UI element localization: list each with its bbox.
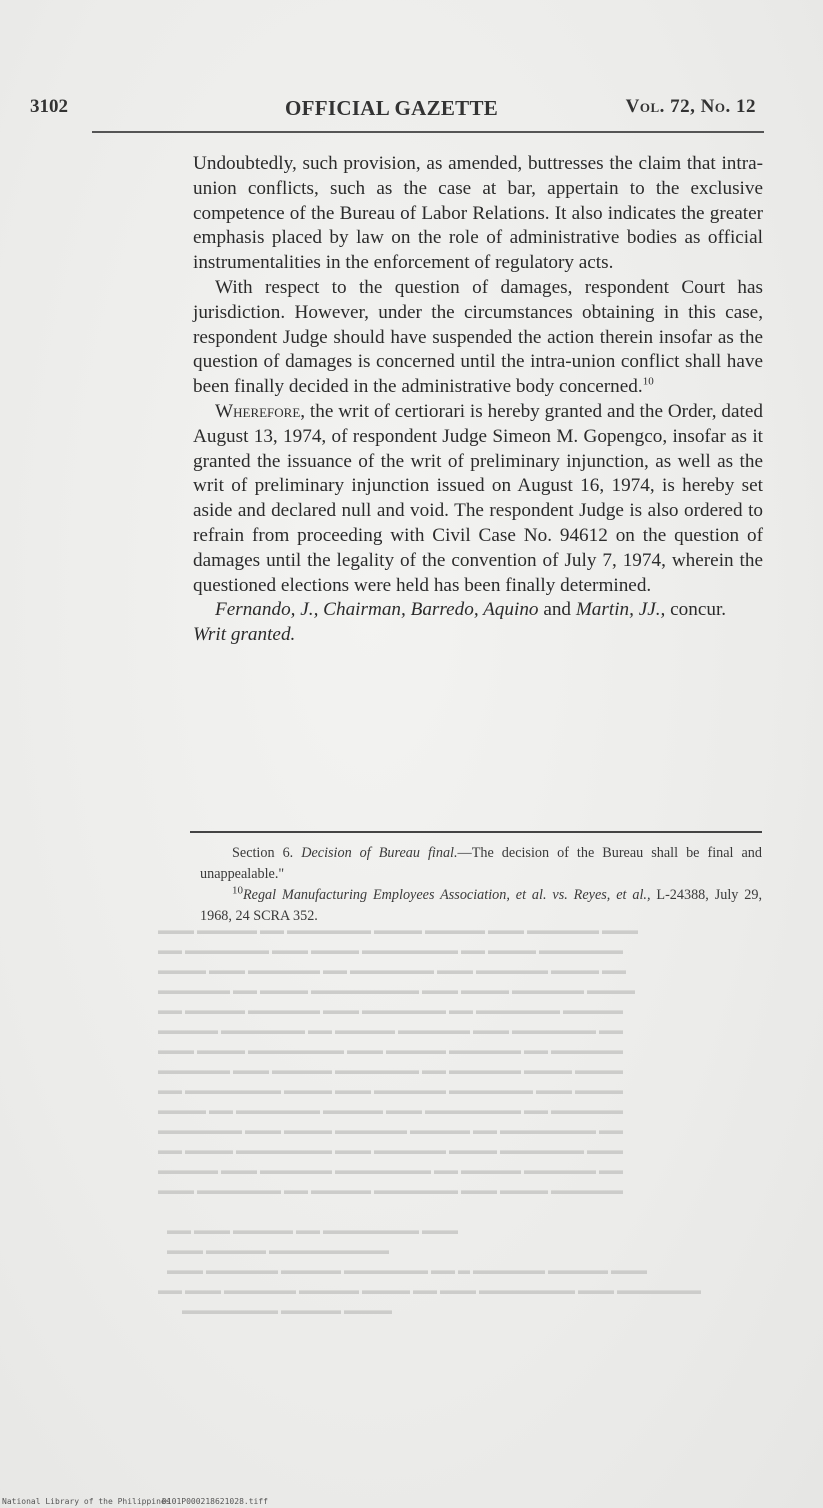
footnote-ref-10: 10 bbox=[642, 375, 654, 388]
footnote-10-marker: 10 bbox=[232, 884, 243, 897]
footnote-10-citation: L-24388, July 29, 1968, 24 SCRA 352. bbox=[200, 887, 763, 924]
concurrence bbox=[193, 598, 763, 623]
header-rule bbox=[92, 131, 764, 133]
publication-title: OFFICIAL GAZETTE bbox=[285, 96, 499, 120]
concur-tail: concur. bbox=[665, 599, 727, 621]
footnote-1-tail: —The decision of the Bureau shall be final and unappealable." bbox=[200, 845, 762, 882]
footer-filename: D101P000218621028.tiff bbox=[162, 1497, 268, 1506]
paragraph-3-text: the writ of certiorari is hereby granted and the Order, dated August 13, 1974, of respondent Judge Simeon M. Gopengco, insofar as it granted the issuance of the writ of preliminary injunction, as well as the writ of preliminary injunction issued on August 16, 1974, is hereby set aside and declared null and void. The respondent Judge is also ordered to refrain from proceeding with Civil Case No. 94612 on the question of damages until the legality of the convention of July 7, 1974, wherein the questioned elections were held has been finally determined. bbox=[193, 400, 763, 596]
concur-names: Fernando, J., Chairman, Barredo, Aquino bbox=[215, 599, 539, 621]
page-number: 3102 bbox=[30, 96, 68, 117]
paragraph-3 bbox=[193, 400, 763, 598]
footnote-10-case: Regal Manufacturing Employees Association, et al. vs. Reyes, et al., bbox=[243, 887, 651, 903]
paragraph-2 bbox=[193, 276, 763, 400]
footer-library: National Library of the Philippines bbox=[2, 1497, 171, 1506]
wherefore-lead: Wherefore, bbox=[215, 400, 306, 422]
volume-issue: Vol. 72, No. 12 bbox=[625, 96, 756, 117]
concur-and: and bbox=[538, 599, 576, 621]
disposition: Writ granted. bbox=[193, 624, 296, 646]
paragraph-2-text: With respect to the question of damages, respondent Court has jurisdiction. However, under the circumstances obtaining in this case, respondent Judge should have suspended the action therein insofar as the question of damages is concerned until the intra-union conflict shall have been finally decided in the administrative body concerned. bbox=[193, 276, 763, 398]
main-text bbox=[193, 152, 763, 648]
paragraph-1: Undoubtedly, such provision, as amended, buttresses the claim that intra-union conflicts, such as the case at bar, appertain to the exclusive competence of the Bureau of Labor Relations. It also indicates the greater emphasis placed by law on the role of administrative bodies as official instrumentalities in the enforcement of regulatory acts. bbox=[193, 153, 763, 274]
footnote-1-italic: Decision of Bureau final. bbox=[301, 845, 458, 861]
footnote-1-lead: Section 6. bbox=[232, 845, 302, 861]
footnote-rule bbox=[190, 831, 762, 833]
footnotes bbox=[200, 843, 762, 927]
bleed-through-texture: ▬▬▬ ▬▬▬▬▬ ▬▬ ▬▬▬▬▬▬▬ ▬▬▬▬ ▬▬▬▬▬ ▬▬▬ ▬▬▬▬▬▬ ▬▬▬ ▬▬ ▬▬▬▬▬▬▬ ▬▬▬ ▬▬▬▬ ▬▬▬▬▬▬▬▬ ▬▬ ▬▬▬▬ ▬▬▬▬▬▬▬ ▬▬▬▬ ▬▬▬ ▬▬▬▬▬▬ ▬▬ ▬▬▬▬▬▬▬ ▬▬▬ ▬▬▬▬▬▬ ▬▬▬▬ ▬▬ ▬▬▬▬▬▬ ▬▬ ▬▬▬▬ ▬▬▬▬▬▬▬▬▬ ▬▬▬ ▬▬▬▬ ▬▬▬▬▬▬ ▬▬▬▬ ▬▬ ▬▬▬▬▬ ▬▬▬▬▬▬ ▬▬▬ ▬▬▬▬▬▬▬ ▬▬ ▬▬▬▬▬▬▬ ▬▬▬▬▬ ▬▬▬▬▬ ▬▬▬▬▬▬▬ ▬▬ ▬▬▬▬▬ ▬▬▬▬▬▬ ▬▬▬ ▬▬▬▬▬▬▬ ▬▬ ▬▬▬ ▬▬▬▬ ▬▬▬▬▬▬▬▬ ▬▬▬ ▬▬▬▬▬ ▬▬▬▬▬▬ ▬▬ ▬▬▬▬▬▬ ▬▬▬▬▬▬ ▬▬▬ ▬▬▬▬▬ ▬▬▬▬▬▬▬ ▬▬ ▬▬▬▬▬▬ ▬▬▬▬ ▬▬▬▬ ▬▬ ▬▬▬▬▬▬▬▬ ▬▬▬▬ ▬▬▬ ▬▬▬▬▬▬ ▬▬▬▬▬▬▬ ▬▬▬ ▬▬▬▬ ▬▬▬▬ ▬▬ ▬▬▬▬▬▬▬ ▬▬▬▬▬ ▬▬▬ ▬▬▬▬▬▬▬▬ ▬▬ ▬▬▬▬▬▬ ▬▬▬▬▬▬▬ ▬▬▬ ▬▬▬▬ ▬▬▬▬▬▬ ▬▬▬▬▬ ▬▬ ▬▬▬▬▬▬▬▬ ▬▬ ▬▬ ▬▬▬▬ ▬▬▬▬▬▬▬▬ ▬▬▬ ▬▬▬▬▬▬ ▬▬▬▬ ▬▬▬▬▬▬▬ ▬▬▬ ▬▬▬▬▬ ▬▬▬ ▬▬▬▬▬▬ ▬▬▬▬▬▬▬▬ ▬▬ ▬▬▬▬▬ ▬▬▬▬▬▬ ▬▬ ▬▬▬ ▬▬▬▬▬▬▬ ▬▬ ▬▬▬▬▬ ▬▬▬▬▬▬▬ ▬▬▬ ▬▬▬▬ ▬▬▬▬▬▬ ▬▬ ▬▬▬ ▬▬▬▬▬ ▬▬ ▬▬▬▬▬▬▬▬ ▬▬▬ ▬▬▬ ▬▬▬▬▬ ▬▬▬▬▬▬▬▬▬▬ ▬▬▬ ▬▬▬▬▬▬ ▬▬▬▬▬ ▬▬▬▬▬▬▬ ▬▬ ▬ ▬▬▬▬▬▬ ▬▬▬▬▬ ▬▬▬ ▬▬ ▬▬▬ ▬▬▬▬▬▬ ▬▬▬▬▬ ▬▬▬▬ ▬▬ ▬▬▬ ▬▬▬▬▬▬▬▬ ▬▬▬ ▬▬▬▬▬▬▬ ▬▬▬▬▬▬▬▬ ▬▬▬▬▬ ▬▬▬▬ bbox=[158, 923, 701, 1317]
footnote-section-6 bbox=[200, 843, 762, 885]
running-header bbox=[30, 92, 760, 128]
concur-last: Martin, JJ., bbox=[575, 599, 666, 621]
